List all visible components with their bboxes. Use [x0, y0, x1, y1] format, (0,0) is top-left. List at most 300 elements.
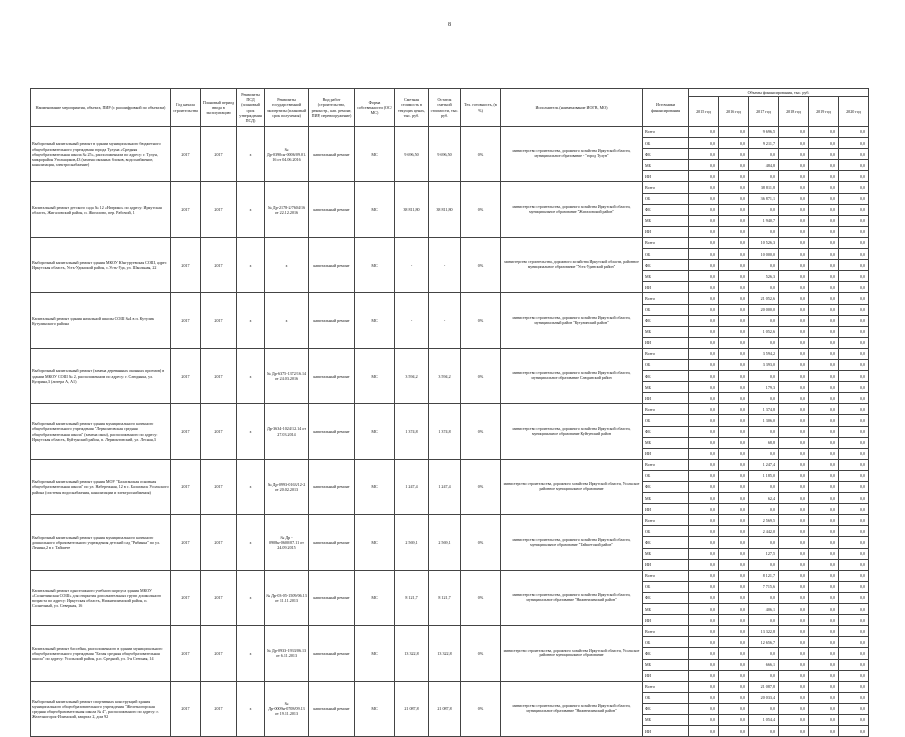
tech-readiness: 0% — [461, 237, 501, 292]
estimated-cost: - — [395, 237, 429, 292]
funding-value: 0,0 — [839, 637, 869, 648]
funding-value: 0,0 — [689, 581, 719, 592]
funding-value: 0,0 — [779, 637, 809, 648]
start-year: 2017 — [171, 570, 201, 625]
remaining-cost: 2 569,1 — [429, 515, 461, 570]
funding-source: ФБ — [643, 149, 689, 160]
funding-source: ОБ — [643, 359, 689, 370]
funding-value: 0,0 — [719, 415, 749, 426]
object-name: Выборочный капитальный ремонт здания муниципального казенного общеобразовательного учреждения "Лермонтовская средняя общеобразовательная школа" (замена окон), расположенного по адресу: Иркутская область, Куйтунский район, п. Лермонтовский, ул. Лесная,3 — [31, 404, 171, 459]
commission-year: 2017 — [201, 570, 237, 625]
funding-value: 0,0 — [689, 703, 719, 714]
funding-value: 0,0 — [719, 171, 749, 182]
funding-value: 0,0 — [719, 249, 749, 260]
work-type: капитальный ремонт — [309, 681, 355, 736]
psd-details: х — [237, 127, 265, 182]
funding-value: 0,0 — [689, 359, 719, 370]
funding-value: 0,0 — [689, 160, 719, 171]
tech-readiness: 0% — [461, 515, 501, 570]
funding-value: 127,5 — [749, 548, 779, 559]
funding-value: 0,0 — [689, 237, 719, 248]
col-header-name: Наименование мероприятия, объекта, ПИР (с расшифровкой по объектам) — [31, 89, 171, 127]
executor: министерство строительства, дорожного хозяйства Иркутской области, муниципальное образование "Жигаловский район" — [501, 182, 643, 237]
funding-value: 0,0 — [689, 626, 719, 637]
funding-value: 484,8 — [749, 160, 779, 171]
funding-value: 0,0 — [809, 604, 839, 615]
commission-year: 2017 — [201, 626, 237, 681]
commission-year: 2017 — [201, 404, 237, 459]
funding-value: 0,0 — [719, 326, 749, 337]
funding-value: 0,0 — [779, 393, 809, 404]
funding-value: 0,0 — [689, 282, 719, 293]
estimated-cost: - — [395, 293, 429, 348]
table-row — [31, 182, 869, 193]
funding-value: 0,0 — [839, 592, 869, 603]
funding-value: 0,0 — [809, 459, 839, 470]
funding-value: 0,0 — [719, 615, 749, 626]
funding-source: ФБ — [643, 482, 689, 493]
col-header-start-year: Год начала строительства — [171, 89, 201, 127]
funding-value: 0,0 — [809, 237, 839, 248]
funding-value: 0,0 — [809, 260, 839, 271]
funding-value: 0,0 — [719, 193, 749, 204]
estimated-cost: 13 322,8 — [395, 626, 429, 681]
funding-value: 0,0 — [719, 404, 749, 415]
funding-value: 0,0 — [839, 404, 869, 415]
funding-value: 0,0 — [719, 493, 749, 504]
funding-value: 0,0 — [809, 703, 839, 714]
psd-details: х — [237, 293, 265, 348]
funding-value: 0,0 — [839, 437, 869, 448]
estimated-cost: 8 121,7 — [395, 570, 429, 625]
start-year: 2017 — [171, 626, 201, 681]
funding-value: 0,0 — [779, 604, 809, 615]
estimated-cost: 2 569,1 — [395, 515, 429, 570]
executor: министерство строительства, дорожного хозяйства Иркутской области, Усольское районное муниципальное образование — [501, 459, 643, 514]
funding-value: 0,0 — [839, 670, 869, 681]
executor: министерство строительства, дорожного хозяйства Иркутской области, Усольское районное муниципальное образование — [501, 626, 643, 681]
funding-value: 0,0 — [779, 703, 809, 714]
funding-value: 38 811,8 — [749, 182, 779, 193]
funding-value: 0,0 — [719, 348, 749, 359]
funding-source: Всего — [643, 237, 689, 248]
funding-value: 1 185,0 — [749, 470, 779, 481]
funding-value: 0,0 — [749, 448, 779, 459]
funding-value: 0,0 — [719, 215, 749, 226]
funding-value: 0,0 — [839, 204, 869, 215]
funding-value: 0,0 — [779, 537, 809, 548]
psd-details: х — [237, 348, 265, 403]
funding-source: МБ — [643, 326, 689, 337]
funding-value: 0,0 — [689, 526, 719, 537]
funding-value: 0,0 — [839, 171, 869, 182]
funding-value: 0,0 — [719, 271, 749, 282]
funding-value: 0,0 — [779, 404, 809, 415]
funding-value: 0,0 — [779, 548, 809, 559]
funding-source: МБ — [643, 714, 689, 725]
funding-value: 0,0 — [839, 315, 869, 326]
funding-value: 0,0 — [719, 670, 749, 681]
funding-value: 0,0 — [809, 637, 839, 648]
funding-value: 0,0 — [719, 604, 749, 615]
funding-value: 0,0 — [839, 337, 869, 348]
ownership: МС — [355, 182, 395, 237]
funding-value: 0,0 — [809, 448, 839, 459]
start-year: 2017 — [171, 293, 201, 348]
psd-details: х — [237, 237, 265, 292]
col-header-year: 2020 год — [839, 97, 869, 127]
psd-details: х — [237, 570, 265, 625]
funding-value: 0,0 — [839, 559, 869, 570]
funding-value: 0,0 — [719, 293, 749, 304]
funding-value: 0,0 — [809, 626, 839, 637]
remaining-cost: 13 322,8 — [429, 626, 461, 681]
funding-value: 0,0 — [719, 648, 749, 659]
funding-value: 0,0 — [749, 171, 779, 182]
funding-value: 12 656,7 — [749, 637, 779, 648]
funding-value: 0,0 — [839, 348, 869, 359]
funding-value: 0,0 — [749, 559, 779, 570]
funding-source: ИИ — [643, 393, 689, 404]
funding-value: 0,0 — [719, 337, 749, 348]
funding-source: ОБ — [643, 138, 689, 149]
funding-value: 0,0 — [809, 337, 839, 348]
funding-value: 0,0 — [779, 149, 809, 160]
funding-value: 0,0 — [839, 526, 869, 537]
ownership: МС — [355, 348, 395, 403]
funding-value: 0,0 — [809, 282, 839, 293]
funding-value: 0,0 — [689, 226, 719, 237]
funding-source: ОБ — [643, 415, 689, 426]
funding-value: 0,0 — [839, 482, 869, 493]
work-type: капитальный ремонт — [309, 293, 355, 348]
psd-details: х — [237, 182, 265, 237]
funding-value: 21 052,6 — [749, 293, 779, 304]
funding-value: 0,0 — [719, 626, 749, 637]
funding-value: 0,0 — [809, 526, 839, 537]
estimated-cost: 1 374,8 — [395, 404, 429, 459]
funding-value: 0,0 — [689, 348, 719, 359]
table-row — [31, 515, 869, 526]
funding-value: 0,0 — [839, 160, 869, 171]
funding-source: ОБ — [643, 526, 689, 537]
commission-year: 2017 — [201, 348, 237, 403]
col-header-tech-readiness: Тех. готовность, (в %) — [461, 89, 501, 127]
funding-value: 1 306,0 — [749, 415, 779, 426]
funding-value: 0,0 — [839, 681, 869, 692]
funding-value: 0,0 — [719, 470, 749, 481]
funding-value: 0,0 — [749, 371, 779, 382]
tech-readiness: 0% — [461, 626, 501, 681]
remaining-cost: 9 696,50 — [429, 127, 461, 182]
funding-value: 0,0 — [809, 592, 839, 603]
funding-value: 0,0 — [749, 482, 779, 493]
expertise-details: № Др-0390сн-0006/09.01.16 от 04.06.2016 — [265, 127, 309, 182]
commission-year: 2017 — [201, 681, 237, 736]
executor: министерство строительства, дорожного хозяйства Иркутской области, муниципальное образование "Нижнеилимский район" — [501, 681, 643, 736]
funding-value: 0,0 — [809, 326, 839, 337]
funding-source: ИИ — [643, 171, 689, 182]
start-year: 2017 — [171, 127, 201, 182]
estimated-cost: 1 247,4 — [395, 459, 429, 514]
funding-value: 0,0 — [779, 249, 809, 260]
funding-source: ИИ — [643, 615, 689, 626]
col-header-remaining-cost: Остаток сметной стоимости, тыс. руб. — [429, 89, 461, 127]
executor: министерство строительства, дорожного хозяйства Иркутской области, муниципальный район "Кутулинский район" — [501, 293, 643, 348]
funding-value: 13 322,8 — [749, 626, 779, 637]
funding-value: 0,0 — [689, 515, 719, 526]
remaining-cost: 38 811,80 — [429, 182, 461, 237]
commission-year: 2017 — [201, 293, 237, 348]
funding-value: 0,0 — [809, 415, 839, 426]
funding-value: 0,0 — [689, 260, 719, 271]
funding-value: 0,0 — [719, 437, 749, 448]
funding-value: 0,0 — [809, 559, 839, 570]
table-row — [31, 681, 869, 692]
funding-value: 0,0 — [839, 138, 869, 149]
funding-value: 0,0 — [719, 127, 749, 138]
funding-source: ИИ — [643, 337, 689, 348]
funding-value: 0,0 — [779, 382, 809, 393]
funding-value: 0,0 — [689, 448, 719, 459]
funding-value: 0,0 — [779, 681, 809, 692]
ownership: МС — [355, 459, 395, 514]
funding-value: 0,0 — [689, 204, 719, 215]
funding-value: 0,0 — [689, 182, 719, 193]
funding-source: ИИ — [643, 282, 689, 293]
funding-value: 0,0 — [689, 315, 719, 326]
funding-source: МБ — [643, 659, 689, 670]
col-header-year: 2016 год — [719, 97, 749, 127]
col-header-work-type: Вид работ (строительство, реконстр., кап. ремонт, ПИР, перевооружение) — [309, 89, 355, 127]
funding-source: ФБ — [643, 204, 689, 215]
table-row — [31, 237, 869, 248]
tech-readiness: 0% — [461, 459, 501, 514]
work-type: капитальный ремонт — [309, 182, 355, 237]
funding-value: 0,0 — [839, 371, 869, 382]
funding-value: 0,0 — [809, 359, 839, 370]
funding-value: 0,0 — [689, 304, 719, 315]
funding-value: 0,0 — [839, 326, 869, 337]
funding-value: 0,0 — [809, 293, 839, 304]
funding-value: 0,0 — [839, 448, 869, 459]
funding-value: 0,0 — [689, 692, 719, 703]
ownership: МС — [355, 515, 395, 570]
funding-value: 0,0 — [839, 271, 869, 282]
funding-value: 0,0 — [779, 182, 809, 193]
col-header-estimated-cost: Сметная стоимость в текущих ценах, тыс. руб. — [395, 89, 429, 127]
ownership: МС — [355, 570, 395, 625]
funding-value: 0,0 — [689, 459, 719, 470]
ownership: МС — [355, 626, 395, 681]
funding-value: 0,0 — [779, 127, 809, 138]
funding-value: 0,0 — [809, 470, 839, 481]
funding-value: 0,0 — [779, 559, 809, 570]
funding-source: ФБ — [643, 260, 689, 271]
funding-value: 0,0 — [839, 226, 869, 237]
psd-details: х — [237, 681, 265, 736]
funding-value: 0,0 — [779, 315, 809, 326]
funding-source: ОБ — [643, 304, 689, 315]
funding-value: 0,0 — [719, 482, 749, 493]
funding-value: 0,0 — [689, 659, 719, 670]
funding-value: 0,0 — [839, 282, 869, 293]
funding-value: 0,0 — [779, 659, 809, 670]
funding-source: Всего — [643, 626, 689, 637]
work-type: капитальный ремонт — [309, 404, 355, 459]
tech-readiness: 0% — [461, 404, 501, 459]
executor: министерство строительства, дорожного хозяйства Иркутской области, муниципальное образование - "город Тулун" — [501, 127, 643, 182]
funding-value: 0,0 — [779, 615, 809, 626]
funding-value: 0,0 — [839, 703, 869, 714]
funding-value: 0,0 — [749, 282, 779, 293]
funding-value: 0,0 — [719, 315, 749, 326]
funding-value: 0,0 — [839, 714, 869, 725]
table-row — [31, 293, 869, 304]
funding-value: 7 715,6 — [749, 581, 779, 592]
funding-value: 0,0 — [809, 204, 839, 215]
funding-value: 0,0 — [779, 237, 809, 248]
funding-value: 0,0 — [779, 293, 809, 304]
funding-source: ФБ — [643, 592, 689, 603]
funding-value: 0,0 — [719, 138, 749, 149]
funding-value: 0,0 — [689, 648, 719, 659]
object-name: Выборочный капитальный ремонт здания МОУ "Балаганская основная общеобразовательная школа" по ул. Набережная, 12 в с. Балаганск Усольского района (системы водоснабжения, канализации и электроснабжения) — [31, 459, 171, 514]
col-header-expertise: Реквизиты государственной экспертизы (плановый срок получения) — [265, 89, 309, 127]
funding-source: МБ — [643, 382, 689, 393]
funding-source: ИИ — [643, 448, 689, 459]
funding-value: 3 393,0 — [749, 359, 779, 370]
funding-value: 0,0 — [689, 138, 719, 149]
funding-value: 0,0 — [779, 482, 809, 493]
funding-value: 0,0 — [719, 149, 749, 160]
funding-source: ФБ — [643, 648, 689, 659]
funding-value: 62,4 — [749, 493, 779, 504]
funding-source: Всего — [643, 515, 689, 526]
funding-source: МБ — [643, 160, 689, 171]
funding-value: 0,0 — [749, 260, 779, 271]
funding-value: 0,0 — [779, 260, 809, 271]
funding-value: 0,0 — [839, 237, 869, 248]
col-header-ownership: Форма собственности (ОС/МС) — [355, 89, 395, 127]
funding-value: 0,0 — [719, 537, 749, 548]
funding-value: 0,0 — [809, 315, 839, 326]
start-year: 2017 — [171, 459, 201, 514]
funding-value: 0,0 — [839, 615, 869, 626]
start-year: 2017 — [171, 182, 201, 237]
funding-source: Всего — [643, 570, 689, 581]
tech-readiness: 0% — [461, 127, 501, 182]
funding-value: 0,0 — [779, 304, 809, 315]
table-row — [31, 127, 869, 138]
funding-source: ИИ — [643, 559, 689, 570]
funding-value: 0,0 — [749, 592, 779, 603]
funding-value: 526,3 — [749, 271, 779, 282]
funding-value: 0,0 — [839, 249, 869, 260]
funding-value: 0,0 — [809, 127, 839, 138]
funding-value: 0,0 — [719, 260, 749, 271]
funding-value: 0,0 — [689, 604, 719, 615]
funding-value: 0,0 — [809, 648, 839, 659]
object-name: Выборочный капитальный ремонт спортивных конструкций здания муниципального общеобразовательного учреждения "Железногорская средняя общеобразовательная школа № 4", расположенного по адресу: г. Железногорск-Илимский, квартал 2, дом 92 — [31, 681, 171, 736]
funding-value: 0,0 — [779, 459, 809, 470]
col-header-year: 2015 год — [689, 97, 719, 127]
funding-value: 0,0 — [809, 215, 839, 226]
funding-value: 0,0 — [779, 215, 809, 226]
col-header-psd: Реквизиты ПСД (плановый срок утверждения ПСД) — [237, 89, 265, 127]
funding-value: 0,0 — [779, 648, 809, 659]
funding-value: 0,0 — [719, 726, 749, 737]
estimated-cost: 21 087,8 — [395, 681, 429, 736]
funding-source: ИИ — [643, 726, 689, 737]
funding-source: ОБ — [643, 581, 689, 592]
funding-value: 0,0 — [689, 615, 719, 626]
funding-value: 0,0 — [719, 526, 749, 537]
funding-value: 406,1 — [749, 604, 779, 615]
commission-year: 2017 — [201, 182, 237, 237]
funding-value: 0,0 — [689, 559, 719, 570]
funding-value: 0,0 — [809, 160, 839, 171]
funding-source: Всего — [643, 459, 689, 470]
remaining-cost: 1 247,4 — [429, 459, 461, 514]
remaining-cost: - — [429, 293, 461, 348]
expertise-details: х — [265, 293, 309, 348]
funding-value: 0,0 — [809, 570, 839, 581]
commission-year: 2017 — [201, 237, 237, 292]
funding-value: 0,0 — [689, 714, 719, 725]
funding-value: 0,0 — [749, 670, 779, 681]
funding-value: 0,0 — [689, 670, 719, 681]
funding-value: 0,0 — [689, 548, 719, 559]
funding-value: 0,0 — [749, 337, 779, 348]
funding-value: 0,0 — [779, 493, 809, 504]
work-type: капитальный ремонт — [309, 237, 355, 292]
executor: министерство строительства, дорожного хозяйства Иркутской области, муниципальное образование Куйтунский район — [501, 404, 643, 459]
funding-value: 0,0 — [809, 249, 839, 260]
funding-value: 0,0 — [749, 149, 779, 160]
funding-value: 0,0 — [779, 448, 809, 459]
funding-value: 0,0 — [779, 193, 809, 204]
funding-value: 0,0 — [809, 426, 839, 437]
funding-value: 0,0 — [719, 304, 749, 315]
expertise-details: № Др - 0908н-0600/07.11 от 24.09.2015 — [265, 515, 309, 570]
funding-value: 0,0 — [689, 537, 719, 548]
funding-source: Всего — [643, 293, 689, 304]
funding-source: МБ — [643, 215, 689, 226]
funding-value: 20 033,4 — [749, 692, 779, 703]
funding-value: 0,0 — [689, 193, 719, 204]
funding-source: ОБ — [643, 692, 689, 703]
ownership: МС — [355, 237, 395, 292]
funding-value: 0,0 — [749, 726, 779, 737]
psd-details: х — [237, 626, 265, 681]
col-header-commission: Плановый период ввода в эксплуатацию — [201, 89, 237, 127]
funding-value: 36 871,1 — [749, 193, 779, 204]
funding-value: 0,0 — [809, 226, 839, 237]
work-type: капитальный ремонт — [309, 515, 355, 570]
tech-readiness: 0% — [461, 348, 501, 403]
executor: министерство строительства, дорожного хозяйства Иркутской области, районное муниципальное образование "Усть-Удинский район" — [501, 237, 643, 292]
funding-value: 9 696,5 — [749, 127, 779, 138]
funding-value: 0,0 — [779, 570, 809, 581]
work-type: капитальный ремонт — [309, 348, 355, 403]
funding-value: 0,0 — [719, 459, 749, 470]
funding-value: 0,0 — [839, 504, 869, 515]
table-row — [31, 570, 869, 581]
funding-value: 0,0 — [809, 482, 839, 493]
commission-year: 2017 — [201, 459, 237, 514]
psd-details: х — [237, 515, 265, 570]
